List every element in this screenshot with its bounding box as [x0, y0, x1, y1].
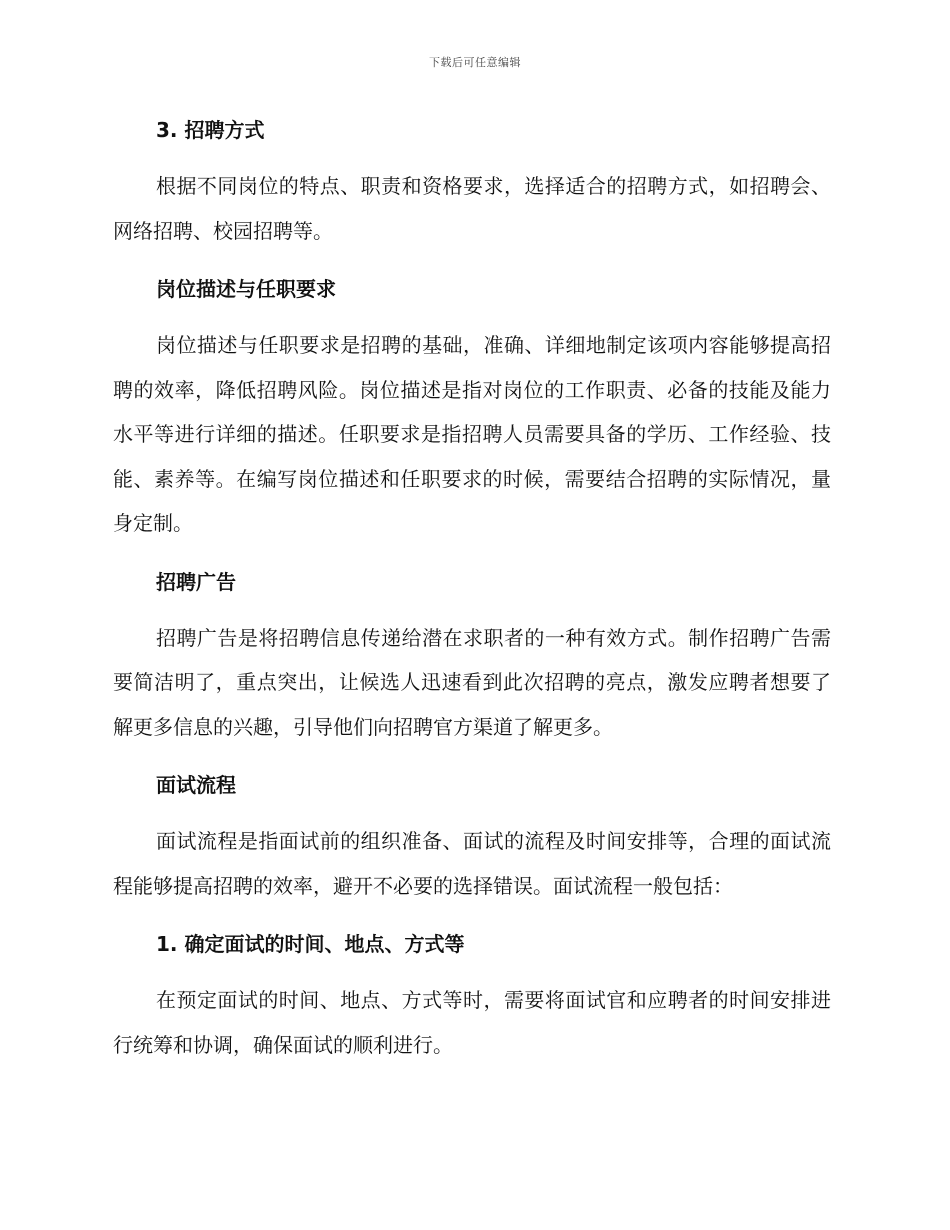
section-heading-interview-arrangement: 1. 确定面试的时间、地点、方式等: [156, 932, 465, 956]
document-body: [113, 108, 831, 1067]
paragraph-job-ads: 招聘广告是将招聘信息传递给潜在求职者的一种有效方式。制作招聘广告需要简洁明了，重点突出，让候选人迅速看到此次招聘的亮点，激发应聘者想要了解更多信息的兴趣，引导他们向招聘官方渠道了解更多。: [113, 625, 831, 739]
section-heading-recruitment-methods: 3. 招聘方式: [156, 118, 265, 142]
section-heading-job-ads: 招聘广告: [156, 569, 236, 594]
paragraph-job-description: 岗位描述与任职要求是招聘的基础，准确、详细地制定该项内容能够提高招聘的效率，降低招聘风险。岗位描述是指对岗位的工作职责、必备的技能及能力水平等进行详细的描述。任职要求是指招聘人员需要具备的学历、工作经验、技能、素养等。在编写岗位描述和任职要求的时候，需要结合招聘的实际情况，量身定制。: [113, 333, 831, 535]
paragraph-recruitment-methods: 根据不同岗位的特点、职责和资格要求，选择适合的招聘方式，如招聘会、网络招聘、校园招聘等。: [113, 174, 831, 243]
section-heading-job-description: 岗位描述与任职要求: [156, 277, 336, 301]
page-header-note: 下载后可任意编辑: [429, 56, 521, 69]
paragraph-interview-process: 面试流程是指面试前的组织准备、面试的流程及时间安排等，合理的面试流程能够提高招聘的效率，避开不必要的选择错误。面试流程一般包括：: [113, 829, 831, 898]
section-heading-interview-process: 面试流程: [156, 773, 236, 797]
paragraph-interview-arrangement: 在预定面试的时间、地点、方式等时，需要将面试官和应聘者的时间安排进行统筹和协调，确保面试的顺利进行。: [113, 988, 831, 1057]
